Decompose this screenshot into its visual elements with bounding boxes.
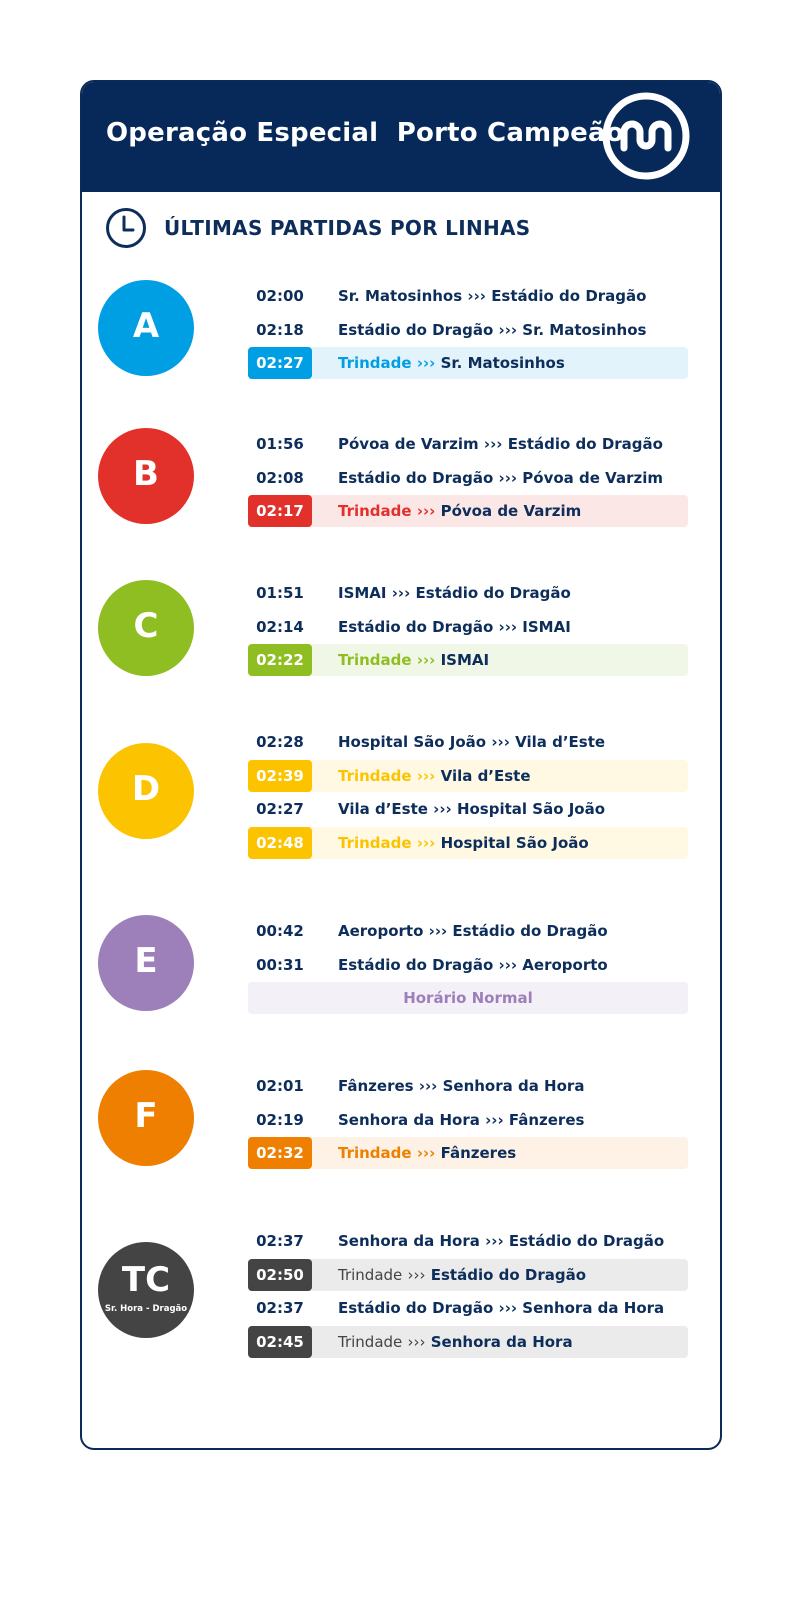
route-separator: ››› bbox=[407, 1265, 426, 1284]
route bbox=[338, 1259, 586, 1291]
departure-time: 02:39 bbox=[248, 760, 312, 792]
departure-row bbox=[248, 793, 688, 825]
departure-time: 02:22 bbox=[248, 644, 312, 676]
departure-time: 02:45 bbox=[248, 1326, 312, 1358]
route-origin: Estádio do Dragão bbox=[338, 617, 494, 636]
route-origin: Trindade bbox=[338, 1265, 403, 1284]
metro-porto-m-logo-icon bbox=[602, 92, 690, 180]
route-destination: Senhora da Hora bbox=[522, 1299, 665, 1317]
route-separator: ››› bbox=[391, 584, 411, 602]
line-badge-e bbox=[98, 915, 194, 1011]
route-separator: ››› bbox=[498, 468, 518, 487]
route-separator: ››› bbox=[418, 1077, 438, 1095]
route-separator: ››› bbox=[491, 733, 510, 751]
route bbox=[338, 827, 589, 859]
departure-row-highlighted bbox=[248, 1137, 688, 1169]
header bbox=[82, 82, 720, 192]
line-id: A bbox=[132, 306, 160, 346]
route-destination: Fânzeres bbox=[508, 1110, 585, 1129]
page-title: Operação Especial Porto Campeão bbox=[106, 118, 624, 148]
departure-time: 02:32 bbox=[248, 1137, 312, 1169]
route bbox=[338, 644, 489, 676]
line-id: F bbox=[134, 1096, 158, 1136]
route bbox=[338, 611, 571, 643]
departure-time: 02:37 bbox=[256, 1232, 304, 1250]
line-badge-c bbox=[98, 580, 194, 676]
route bbox=[338, 915, 608, 947]
route bbox=[338, 793, 605, 825]
route-separator: ››› bbox=[416, 766, 436, 785]
departure-row-highlighted bbox=[248, 760, 688, 792]
route-destination: ISMAI bbox=[522, 617, 571, 636]
route-separator: ››› bbox=[433, 800, 452, 818]
departure-time: 02:17 bbox=[248, 495, 312, 527]
route-origin: Trindade bbox=[338, 651, 412, 669]
line-id: E bbox=[134, 941, 158, 981]
route-origin: Estádio do Dragão bbox=[338, 320, 494, 339]
departure-time: 02:18 bbox=[256, 320, 304, 339]
route-separator: ››› bbox=[467, 287, 486, 305]
route bbox=[338, 760, 531, 792]
departure-row bbox=[248, 314, 688, 346]
departure-time: 02:48 bbox=[248, 827, 312, 859]
departure-row-highlighted bbox=[248, 347, 688, 379]
route bbox=[338, 428, 663, 460]
route bbox=[338, 280, 646, 312]
route-origin: Trindade bbox=[338, 1144, 412, 1162]
departure-row-highlighted bbox=[248, 644, 688, 676]
line-badge-b bbox=[98, 428, 194, 524]
route bbox=[338, 949, 608, 981]
departure-row bbox=[248, 949, 688, 981]
line-badge-a bbox=[98, 280, 194, 376]
route-destination: Hospital São João bbox=[456, 800, 606, 818]
departure-row-highlighted bbox=[248, 1326, 688, 1358]
route-separator: ››› bbox=[498, 617, 518, 636]
section-title: ÚLTIMAS PARTIDAS POR LINHAS bbox=[164, 216, 531, 240]
route-origin: Aeroporto bbox=[338, 922, 424, 940]
line-badge-f bbox=[98, 1070, 194, 1166]
departure-row bbox=[248, 726, 688, 758]
route bbox=[338, 1137, 516, 1169]
departure-row bbox=[248, 462, 688, 494]
route-separator: ››› bbox=[483, 435, 503, 453]
departure-row-highlighted bbox=[248, 1259, 688, 1291]
departure-row bbox=[248, 1070, 688, 1102]
route-destination: Estádio do Dragão bbox=[491, 287, 647, 305]
route bbox=[338, 1070, 584, 1102]
departure-row bbox=[248, 1225, 688, 1257]
route-destination: Senhora da Hora bbox=[442, 1077, 585, 1095]
route-destination: Póvoa de Varzim bbox=[440, 502, 582, 520]
departure-time: 01:56 bbox=[256, 435, 304, 453]
route-origin: Trindade bbox=[338, 1332, 403, 1351]
route-separator: ››› bbox=[416, 833, 436, 852]
route-separator: ››› bbox=[485, 1232, 504, 1250]
subheader bbox=[104, 206, 664, 250]
departure-row bbox=[248, 1104, 688, 1136]
route-separator: ››› bbox=[416, 502, 436, 520]
line-subtitle: Sr. Hora - Dragão bbox=[104, 1304, 188, 1314]
clock-icon bbox=[104, 206, 148, 250]
departure-row bbox=[248, 611, 688, 643]
route-destination: Aeroporto bbox=[522, 955, 608, 974]
route-separator: ››› bbox=[498, 320, 518, 339]
line-badge-d bbox=[98, 743, 194, 839]
departure-time: 01:51 bbox=[256, 584, 304, 602]
route-origin: Trindade bbox=[338, 833, 412, 852]
route-separator: ››› bbox=[407, 1332, 426, 1351]
route-origin: Trindade bbox=[338, 354, 412, 372]
departure-time: 02:00 bbox=[256, 287, 304, 305]
route-origin: Senhora da Hora bbox=[338, 1110, 480, 1129]
line-id: TC bbox=[121, 1260, 171, 1300]
route-destination: Estádio do Dragão bbox=[430, 1265, 587, 1284]
line-id: D bbox=[131, 769, 161, 809]
departure-row bbox=[248, 1292, 688, 1324]
departure-time: 02:01 bbox=[256, 1077, 304, 1095]
departure-time: 02:14 bbox=[256, 617, 304, 636]
route-destination: Vila d’Este bbox=[515, 733, 606, 751]
route-destination: Sr. Matosinhos bbox=[522, 320, 647, 339]
departure-time: 02:19 bbox=[256, 1110, 304, 1129]
departure-row bbox=[248, 577, 688, 609]
route-destination: Senhora da Hora bbox=[430, 1332, 573, 1351]
normal-schedule-label: Horário Normal bbox=[403, 989, 533, 1007]
route-origin: ISMAI bbox=[338, 584, 387, 602]
route-separator: ››› bbox=[498, 1299, 518, 1317]
route-separator: ››› bbox=[498, 955, 518, 974]
departure-row bbox=[248, 428, 688, 460]
departure-time: 02:27 bbox=[248, 347, 312, 379]
route bbox=[338, 462, 663, 494]
route-origin: Sr. Matosinhos bbox=[338, 287, 463, 305]
departure-row bbox=[248, 280, 688, 312]
route-destination: Póvoa de Varzim bbox=[522, 468, 663, 487]
route bbox=[338, 1292, 664, 1324]
route-destination: Sr. Matosinhos bbox=[440, 354, 565, 372]
departure-time: 02:37 bbox=[256, 1299, 304, 1317]
line-id: C bbox=[133, 606, 159, 646]
route bbox=[338, 1326, 573, 1358]
departures-card bbox=[80, 80, 722, 1450]
route-separator: ››› bbox=[428, 922, 448, 940]
route-separator: ››› bbox=[416, 1144, 436, 1162]
line-id: B bbox=[133, 454, 159, 494]
route-origin: Estádio do Dragão bbox=[338, 1299, 494, 1317]
route bbox=[338, 1225, 664, 1257]
departure-time: 00:31 bbox=[256, 955, 304, 974]
line-badge-tc bbox=[98, 1242, 194, 1338]
route bbox=[338, 347, 565, 379]
departure-time: 02:28 bbox=[256, 733, 304, 751]
route-separator: ››› bbox=[416, 651, 436, 669]
route-origin: Vila d’Este bbox=[338, 800, 428, 818]
route-origin: Estádio do Dragão bbox=[338, 955, 494, 974]
route-destination: Hospital São João bbox=[440, 833, 589, 852]
route-destination: Fânzeres bbox=[440, 1144, 517, 1162]
route-origin: Hospital São João bbox=[338, 733, 487, 751]
route-separator: ››› bbox=[485, 1110, 504, 1129]
route-destination: Estádio do Dragão bbox=[508, 1232, 665, 1250]
departure-row-highlighted bbox=[248, 495, 688, 527]
route bbox=[338, 1104, 584, 1136]
route-origin: Trindade bbox=[338, 502, 412, 520]
route-origin: Estádio do Dragão bbox=[338, 468, 494, 487]
route-destination: Estádio do Dragão bbox=[452, 922, 608, 940]
departure-time: 02:27 bbox=[256, 800, 304, 818]
route-destination: Estádio do Dragão bbox=[507, 435, 663, 453]
departure-time: 00:42 bbox=[256, 922, 304, 940]
route-separator: ››› bbox=[416, 354, 436, 372]
normal-schedule-row bbox=[248, 982, 688, 1014]
route-origin: Póvoa de Varzim bbox=[338, 435, 479, 453]
departure-row bbox=[248, 915, 688, 947]
route bbox=[338, 314, 646, 346]
route bbox=[338, 577, 571, 609]
route-origin: Senhora da Hora bbox=[338, 1232, 480, 1250]
route-destination: Estádio do Dragão bbox=[415, 584, 571, 602]
departure-time: 02:08 bbox=[256, 468, 304, 487]
departure-time: 02:50 bbox=[248, 1259, 312, 1291]
departure-row-highlighted bbox=[248, 827, 688, 859]
route-origin: Fânzeres bbox=[338, 1077, 414, 1095]
route bbox=[338, 726, 605, 758]
route-destination: Vila d’Este bbox=[440, 766, 531, 785]
route bbox=[338, 495, 581, 527]
route-destination: ISMAI bbox=[440, 651, 490, 669]
route-origin: Trindade bbox=[338, 766, 412, 785]
